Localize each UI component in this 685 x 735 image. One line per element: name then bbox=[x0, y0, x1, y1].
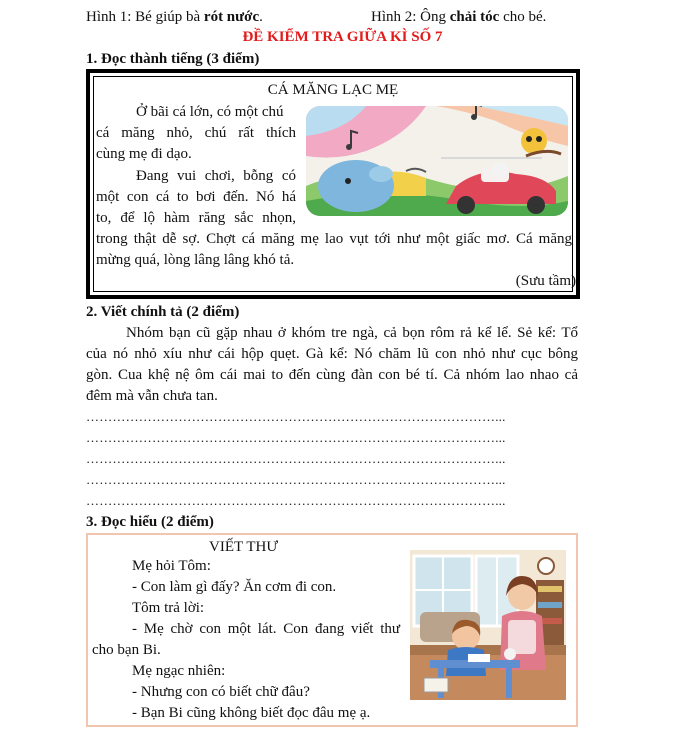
story2-title: VIẾT THƯ bbox=[209, 539, 278, 555]
fish-illustration bbox=[306, 106, 568, 216]
passage-line-5: một con cá to bơi đến. Nó há bbox=[96, 189, 296, 205]
story2-line-5: cho bạn Bi. bbox=[92, 642, 161, 658]
story2-line-2: - Con làm gì đấy? Ăn cơm đi con. bbox=[132, 579, 337, 595]
writing-line[interactable]: …………………………………………………………………………………... bbox=[86, 430, 506, 445]
writing-line[interactable]: …………………………………………………………………………………... bbox=[86, 493, 506, 508]
dictation-line-3: gòn. Cua khệ nệ ôm cái mai to đến cùng đàn con bé tí. Cả nhóm lao nhao cả bbox=[86, 367, 578, 383]
passage-line-7: trong thật dễ sợ. Chợt cá măng mẹ lao vụt tới như một giấc mơ. Cá măng bbox=[96, 231, 572, 247]
writing-line[interactable]: …………………………………………………………………………………... bbox=[86, 451, 506, 466]
page-title: ĐỀ KIỂM TRA GIỮA KÌ SỐ 7 bbox=[242, 29, 443, 45]
passage-line-8: mừng quá, lòng lâng lâng khó tả. bbox=[96, 252, 295, 268]
passage-line-1: Ở bãi cá lớn, có một chú bbox=[136, 104, 284, 120]
dictation-line-4: đêm mà vẫn chưa tan. bbox=[86, 388, 218, 404]
story-title: CÁ MĂNG LẠC MẸ bbox=[267, 82, 399, 98]
story2-line-3: Tôm trả lời: bbox=[132, 600, 205, 616]
passage-source: (Sưu tầm) bbox=[515, 273, 576, 289]
passage-line-6: to, để lộ hàm răng sắc nhọn, bbox=[96, 210, 296, 226]
section1-heading: 1. Đọc thành tiếng (3 điểm) bbox=[86, 51, 260, 67]
dictation-line-2: của nó nhỏ xíu như cái hộp quẹt. Gà kể: Nó chăm lũ con nhỏ như cục bông bbox=[86, 346, 578, 362]
story2-line-8: - Bạn Bi cũng không biết đọc đâu mẹ ạ. bbox=[132, 705, 371, 721]
writing-line[interactable]: …………………………………………………………………………………... bbox=[86, 409, 506, 424]
section2-heading: 2. Viết chính tả (2 điểm) bbox=[86, 304, 240, 320]
story2-line-1: Mẹ hỏi Tôm: bbox=[132, 558, 211, 574]
passage-line-3: cùng mẹ đi dạo. bbox=[96, 146, 192, 162]
passage-line-2: cá măng nhỏ, chú rất thích bbox=[96, 125, 296, 141]
dictation-line-1: Nhóm bạn cũ gặp nhau ở khóm tre ngà, cả bọn rôm rả kể lể. Sẻ kể: Tổ bbox=[126, 325, 578, 341]
figure-caption-1: Hình 1: Bé giúp bà rót nước. bbox=[86, 9, 263, 25]
story2-line-4: - Mẹ chờ con một lát. Con đang viết thư bbox=[132, 621, 400, 637]
mother-child-illustration bbox=[410, 550, 566, 700]
section3-heading: 3. Đọc hiểu (2 điểm) bbox=[86, 514, 214, 530]
story2-line-6: Mẹ ngạc nhiên: bbox=[132, 663, 226, 679]
figure-caption-2: Hình 2: Ông chải tóc cho bé. bbox=[371, 9, 547, 25]
writing-line[interactable]: …………………………………………………………………………………... bbox=[86, 472, 506, 487]
passage-line-4: Đang vui chơi, bỗng có bbox=[136, 168, 296, 184]
story2-line-7: - Nhưng con có biết chữ đâu? bbox=[132, 684, 310, 700]
